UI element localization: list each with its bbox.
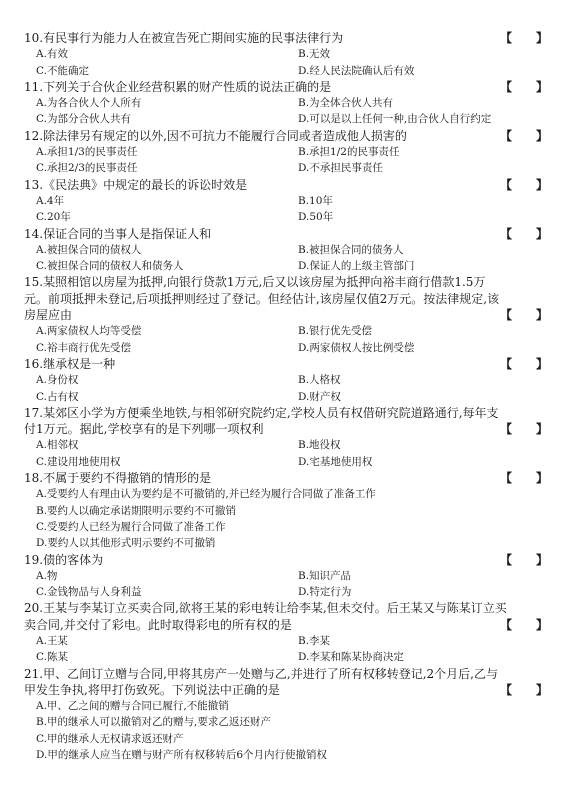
option-c: C.承担2/3的民事责任 — [36, 162, 138, 175]
option-a: A.被担保合同的债权人 — [36, 243, 142, 256]
options — [24, 95, 548, 128]
option-a: A.两家债权人均等受偿 — [36, 325, 142, 338]
question-15 — [24, 274, 548, 355]
option-a: A.王某 — [36, 634, 68, 647]
option-c: C.金钱物品与人身利益 — [36, 586, 142, 599]
question-text: 10.有民事行为能力人在被宣告死亡期间实施的民事法律行为 — [24, 31, 344, 45]
question-11 — [24, 79, 548, 128]
answer-bracket: 【 】 — [499, 79, 548, 94]
option-a: A.身份权 — [36, 374, 79, 387]
options — [24, 437, 548, 470]
option-c: C.不能确定 — [36, 64, 89, 77]
question-stem — [24, 30, 548, 46]
option-c: C.占有权 — [36, 390, 79, 403]
option-d: D.李某和陈某协商决定 — [298, 651, 404, 664]
question-18 — [24, 470, 548, 551]
answer-bracket: 【 】 — [499, 617, 548, 632]
option-a: A.甲、乙之间的赠与合同已履行,不能撤销 — [36, 700, 229, 713]
option-b: B.为全体合伙人共有 — [298, 97, 394, 110]
answer-bracket: 【 】 — [499, 128, 548, 143]
question-stem — [24, 274, 548, 323]
question-stem — [24, 470, 548, 486]
question-stem — [24, 666, 548, 699]
option-a: A.4年 — [36, 194, 65, 207]
answer-bracket: 【 】 — [499, 226, 548, 241]
question-text: 16.继承权是一种 — [24, 356, 116, 371]
question-19 — [24, 552, 548, 601]
question-10 — [24, 30, 548, 79]
option-c: C.为部分合伙人共有 — [36, 113, 131, 126]
option-c: C.受要约人已经为履行合同做了准备工作 — [36, 520, 226, 533]
option-d: D.特定行为 — [298, 586, 352, 599]
option-d: D.经人民法院确认后有效 — [298, 64, 415, 77]
option-c: C.甲的继承人无权请求返还财产 — [36, 732, 184, 745]
options — [24, 372, 548, 405]
option-b: B.承担1/2的民事责任 — [298, 146, 400, 159]
option-a: A.为各合伙人个人所有 — [36, 97, 142, 110]
question-17 — [24, 405, 548, 470]
option-b: B.10年 — [298, 194, 333, 207]
options — [24, 242, 548, 275]
question-20 — [24, 600, 548, 665]
answer-bracket: 【 】 — [499, 682, 548, 697]
options — [24, 633, 548, 666]
options — [24, 193, 548, 226]
options — [24, 144, 548, 177]
options — [24, 698, 548, 763]
option-b: B.甲的继承人可以撤销对乙的赠与,要求乙返还财产 — [36, 716, 271, 729]
question-stem — [24, 600, 548, 633]
option-a: A.有效 — [36, 48, 68, 61]
question-text: 19.债的客体为 — [24, 552, 104, 567]
option-b: B.无效 — [298, 48, 331, 61]
option-d: D.两家债权人按比例受偿 — [298, 341, 415, 354]
answer-bracket: 【 】 — [499, 308, 548, 323]
option-c: C.陈某 — [36, 651, 68, 664]
option-c: C.20年 — [36, 211, 71, 224]
option-b: B.李某 — [298, 634, 331, 647]
option-b: B.要约人以确定承诺期限明示要约不可撤销 — [36, 504, 237, 517]
option-b: B.地役权 — [298, 439, 341, 452]
options — [24, 46, 548, 79]
option-b: B.知识产品 — [298, 569, 352, 582]
question-text: 11.下列关于合伙企业经营积累的财产性质的说法正确的是 — [24, 79, 332, 94]
answer-bracket: 【 】 — [499, 177, 548, 192]
question-stem — [24, 177, 548, 193]
question-text: 18.不属于要约不得撤销的情形的是 — [24, 471, 212, 486]
question-13 — [24, 177, 548, 226]
question-stem — [24, 128, 548, 144]
options — [24, 486, 548, 551]
answer-bracket: 【 】 — [499, 422, 548, 437]
answer-bracket: 【 】 — [499, 31, 548, 45]
question-21 — [24, 666, 548, 764]
question-text: 14.保证合同的当事人是指保证人和 — [24, 226, 212, 241]
options — [24, 323, 548, 356]
question-text: 15.某照相馆以房屋为抵押,向银行贷款1万元,后又以该房屋为抵押向裕丰商行借款1.5万元。前项抵押未登记,后项抵押则经过了登记。但经估计,该房屋仅值2万元。按法律规定,该房屋应由 — [24, 275, 500, 323]
question-16 — [24, 356, 548, 405]
exam-page — [24, 30, 548, 763]
option-c: C.裕丰商行优先受偿 — [36, 341, 131, 354]
option-d: D.财产权 — [298, 390, 341, 403]
option-d: D.宅基地使用权 — [298, 455, 373, 468]
option-a: A.相邻权 — [36, 439, 79, 452]
question-stem — [24, 226, 548, 242]
question-stem — [24, 79, 548, 95]
option-c: C.被担保合同的债权人和债务人 — [36, 260, 184, 273]
question-12 — [24, 128, 548, 177]
question-text: 20.王某与李某订立买卖合同,欲将王某的彩电转让给李某,但未交付。后王某又与陈某订立买卖合同,并交付了彩电。此时取得彩电的所有权的是 — [24, 601, 507, 632]
option-a: A.受要约人有理由认为要约是不可撤销的,并已经为履行合同做了准备工作 — [36, 488, 376, 501]
question-14 — [24, 226, 548, 275]
answer-bracket: 【 】 — [499, 552, 548, 567]
option-d: D.甲的继承人应当在赠与财产所有权移转后6个月内行使撤销权 — [36, 749, 328, 762]
option-c: C.建设用地使用权 — [36, 455, 121, 468]
answer-bracket: 【 】 — [499, 471, 548, 486]
option-d: D.50年 — [298, 211, 334, 224]
question-stem — [24, 552, 548, 568]
option-b: B.人格权 — [298, 374, 341, 387]
option-a: A.物 — [36, 569, 58, 582]
answer-bracket: 【 】 — [499, 356, 548, 371]
option-d: D.保证人的上级主管部门 — [298, 260, 415, 273]
option-b: B.被担保合同的债务人 — [298, 243, 404, 256]
option-b: B.银行优先受偿 — [298, 325, 373, 338]
option-a: A.承担1/3的民事责任 — [36, 146, 138, 159]
question-text: 13.《民法典》中规定的最长的诉讼时效是 — [24, 177, 248, 192]
question-stem — [24, 356, 548, 372]
option-d: D.可以是以上任何一种,由合伙人自行约定 — [298, 113, 492, 126]
question-text: 12.除法律另有规定的以外,因不可抗力不能履行合同或者造成他人损害的 — [24, 128, 407, 143]
question-text: 21.甲、乙间订立赠与合同,甲将其房产一处赠与乙,并进行了所有权移转登记,2个月后,乙与甲发生争执,将甲打伤致死。下列说法中正确的是 — [24, 666, 498, 697]
option-d: D.要约人以其他形式明示要约不可撤销 — [36, 537, 216, 550]
question-text: 17.某郊区小学为方便乘坐地铁,与相邻研究院约定,学校人员有权借研究院道路通行,每年支付1万元。据此,学校享有的是下列哪一项权利 — [24, 405, 499, 437]
question-stem — [24, 405, 548, 438]
options — [24, 568, 548, 601]
option-d: D.不承担民事责任 — [298, 162, 383, 175]
